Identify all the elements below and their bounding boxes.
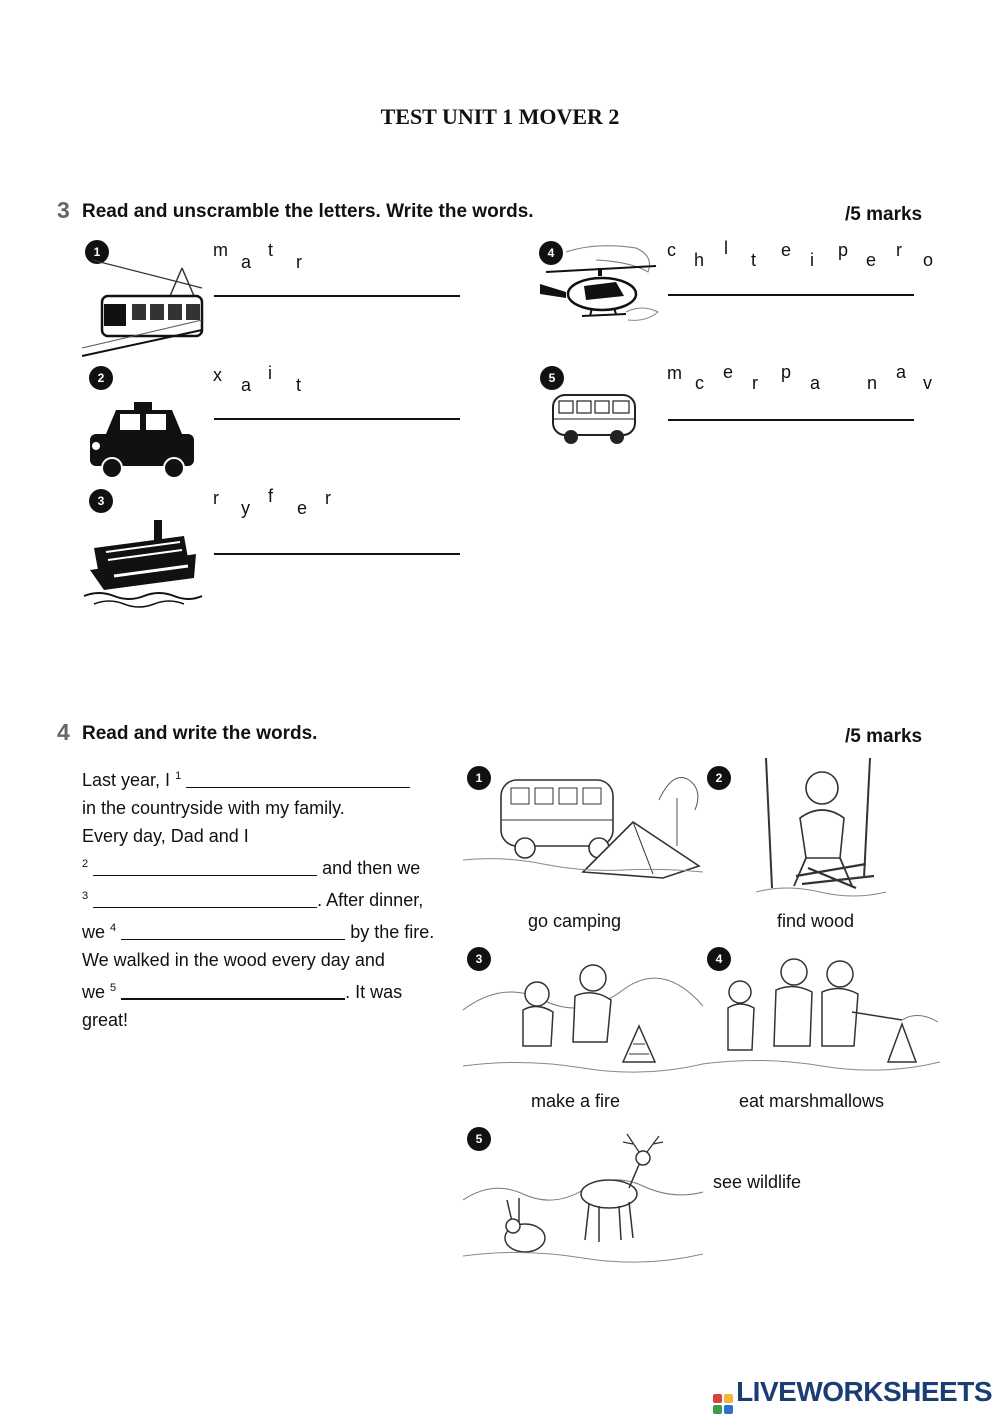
gap-1-blank[interactable] [186,769,410,788]
item-3-letter-4: e [297,498,308,518]
item-1-answer-line[interactable] [214,295,460,297]
find-wood-picture [756,758,886,898]
item-5-letter-7: n [867,373,878,393]
taxi-icon [86,400,198,478]
story-line-6 [82,914,462,946]
caption-eat-marshmallows: eat marshmallows [739,1091,885,1111]
item-4-letter-9: r [896,240,902,260]
item-4-letter-10: o [923,250,934,270]
item-2-answer-line[interactable] [214,418,460,420]
item-4-letter-5: e [781,240,792,260]
item-1-letter-2: a [241,252,252,272]
gap-5-blank[interactable] [121,980,345,1000]
item-4-letter-1: c [667,240,676,260]
story-text: . It was [345,982,403,1002]
logo-square-red [713,1394,722,1403]
item-5-letter-8: a [896,362,907,382]
story-text: we [82,922,106,942]
story-line-4 [82,850,462,882]
section-4-heading: Read and write the words. [82,723,318,744]
picture-1-badge: 1 [467,766,491,790]
item-2-badge: 2 [89,366,113,390]
item-2-letter-4: t [296,375,302,395]
liveworksheets-logo[interactable] [713,1376,992,1414]
item-3-answer-line[interactable] [214,553,460,555]
story-text: Last year, I [82,770,171,790]
section-4-number: 4 [57,719,70,745]
story-line-2: in the countryside with my family. [82,798,345,818]
item-2-letter-3: i [268,363,272,383]
item-2-letter-2: a [241,375,252,395]
item-5-badge: 5 [540,366,564,390]
gap-number-4: 4 [110,922,117,934]
item-4-badge: 4 [539,241,563,265]
item-5-letter-1: m [667,363,682,383]
story-line-5 [82,882,462,914]
item-5-letter-2: c [695,373,704,393]
picture-4-badge: 4 [707,947,731,971]
make-fire-picture [463,950,703,1078]
item-1-badge: 1 [85,240,109,264]
caption-make-a-fire: make a fire [531,1091,621,1111]
gap-number-1: 1 [175,770,182,782]
item-3-badge: 3 [89,489,113,513]
item-4-letter-3: l [724,238,728,258]
item-1-letter-3: t [268,240,274,260]
item-5-answer-line[interactable] [668,419,914,421]
story-line-3: Every day, Dad and I [82,826,249,846]
story-text: . After dinner, [317,890,424,910]
item-4-answer-line[interactable] [668,294,914,296]
item-4-letter-4: t [751,250,757,270]
story-line-7: We walked in the wood every day and [82,950,385,970]
item-5-letter-3: e [723,362,734,382]
story-text: by the fire. [350,922,435,942]
section-3-marks: /5 marks [845,204,923,225]
item-4-letter-7: p [838,240,849,260]
gap-number-3: 3 [82,890,89,902]
gap-number-2: 2 [82,858,89,870]
item-3-letter-5: r [325,488,331,508]
tram-icon [82,248,204,360]
helicopter-icon [536,242,660,326]
picture-2-badge: 2 [707,766,731,790]
item-3-letter-2: y [241,498,250,518]
item-4-letter-6: i [810,250,814,270]
ferry-icon [84,518,202,606]
item-3-letter-3: f [268,486,274,506]
item-4-letter-8: e [866,250,877,270]
item-5-letter-5: p [781,362,792,382]
page-title: TEST UNIT 1 MOVER 2 [380,104,620,129]
caption-go-camping: go camping [528,911,622,931]
campervan-icon [549,391,639,449]
gap-4-blank[interactable] [121,921,345,940]
item-1-letter-1: m [213,240,228,260]
see-wildlife-picture [463,1130,703,1268]
picture-5-badge: 5 [467,1127,491,1151]
item-4-letter-2: h [694,250,705,270]
item-1-letter-4: r [296,252,302,272]
item-5-letter-6: a [810,373,821,393]
story-text: we [82,982,106,1002]
section-3-number: 3 [57,197,70,223]
liveworksheets-logo-icon [713,1394,733,1414]
eat-marshmallows-picture [702,950,940,1078]
story-line-8 [82,974,462,1006]
section-4-marks: /5 marks [845,726,923,747]
item-5-letter-9: v [923,373,932,393]
story-text: and then we [322,858,421,878]
caption-see-wildlife: see wildlife [713,1172,802,1192]
picture-3-badge: 3 [467,947,491,971]
gap-2-blank[interactable] [93,857,317,876]
story-line-9: great! [82,1010,129,1030]
camping-picture [463,760,703,890]
story-line-1 [82,762,462,794]
section-3-heading: Read and unscramble the letters. Write the words. [82,201,534,222]
liveworksheets-logo-text: LIVEWORKSHEETS [736,1376,992,1407]
gap-number-5: 5 [110,982,117,994]
item-3-letter-1: r [213,488,219,508]
logo-square-yellow [724,1394,733,1403]
item-5-letter-4: r [752,373,758,393]
item-2-letter-1: x [213,365,222,385]
gap-3-blank[interactable] [93,889,317,908]
story-paragraph [82,762,462,1034]
caption-find-wood: find wood [777,911,855,931]
